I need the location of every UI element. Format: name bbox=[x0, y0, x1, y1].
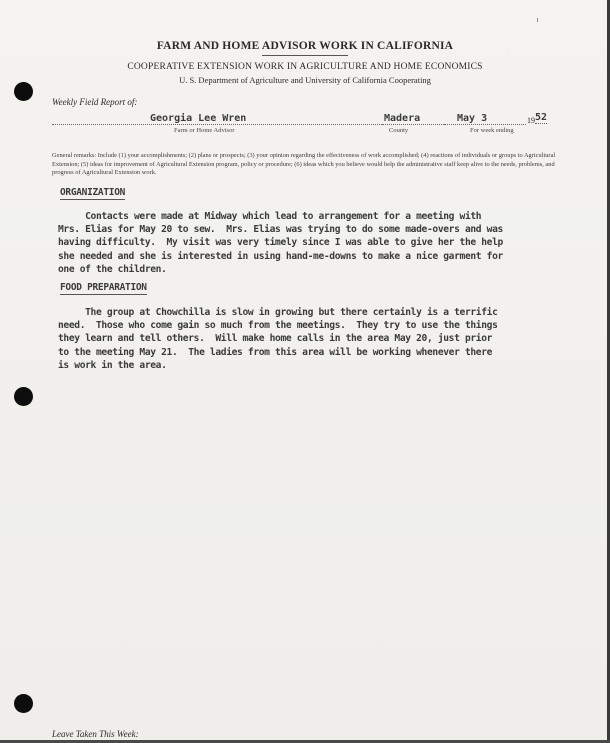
week-field-line bbox=[444, 124, 526, 125]
paper-mark bbox=[537, 18, 538, 22]
body-line: to the meeting May 21. The ladies from this area will be working whenever there bbox=[58, 346, 493, 358]
section-heading-organization: ORGANIZATION bbox=[60, 187, 126, 198]
week-ending-value: May 3 bbox=[457, 113, 488, 124]
body-line: The group at Chowchilla is slow in growing but there certainly is a terrific bbox=[58, 307, 498, 318]
punch-hole-bottom bbox=[14, 694, 33, 713]
body-line: they learn and tell others. Will make home calls in the area May 20, just prior bbox=[58, 333, 493, 345]
county-value: Madera bbox=[384, 113, 421, 124]
form-cooperating-line: U. S. Department of Agriculture and University of California Cooperating bbox=[179, 75, 431, 85]
section-body-organization bbox=[58, 210, 558, 276]
general-remarks-instructions: General remarks: Include (1) your accomplishments; (2) plans or prospects; (3) your opinion regarding the effectiveness of work accomplished; (4) reactions of individuals or groups to Agricultural Extension; (5) ideas for improvement of Agricultural Extension program, policy or procedure; (6) ideas which you believe would help the administrative staff keep alive to the needs, problems, and progress of Agricultural Extension work. bbox=[52, 152, 556, 177]
body-line: need. Those who come gain so much from the meetings. They try to use the things bbox=[58, 320, 498, 332]
leave-taken-label: Leave Taken This Week: bbox=[52, 729, 139, 739]
week-ending-label: For week ending bbox=[470, 127, 514, 134]
body-line: having difficulty. My visit was very timely since I was able to give her the help bbox=[58, 237, 503, 249]
form-title: FARM AND HOME ADVISOR WORK IN CALIFORNIA bbox=[156, 40, 454, 52]
advisor-field-line bbox=[52, 124, 382, 125]
weekly-report-label: Weekly Field Report of: bbox=[52, 97, 138, 107]
year-prefix: 19 bbox=[527, 116, 535, 125]
body-line: one of the children. bbox=[58, 263, 167, 275]
section-body-food-preparation bbox=[58, 306, 558, 372]
section-heading-food-preparation: FOOD PREPARATION bbox=[60, 282, 147, 293]
advisor-label: Farm or Home Advisor bbox=[174, 127, 235, 134]
year-suffix: 52 bbox=[535, 112, 548, 123]
year-field bbox=[527, 112, 548, 126]
punch-hole-middle bbox=[14, 387, 33, 406]
body-line: Contacts were made at Midway which lead to arrangement for a meeting with bbox=[58, 211, 482, 222]
body-line: she needed and she is interested in using hand-me-downs to make a nice garment for bbox=[58, 250, 503, 262]
title-rule bbox=[262, 55, 348, 56]
county-field-line bbox=[382, 124, 444, 125]
body-line: is work in the area. bbox=[58, 359, 167, 371]
form-subtitle: COOPERATIVE EXTENSION WORK IN AGRICULTURE AND HOME ECONOMICS bbox=[127, 62, 483, 72]
body-line: Mrs. Elias for May 20 to sew. Mrs. Elias was trying to do some made-overs and was bbox=[58, 224, 503, 236]
county-label: County bbox=[389, 127, 409, 134]
advisor-name: Georgia Lee Wren bbox=[150, 113, 247, 124]
